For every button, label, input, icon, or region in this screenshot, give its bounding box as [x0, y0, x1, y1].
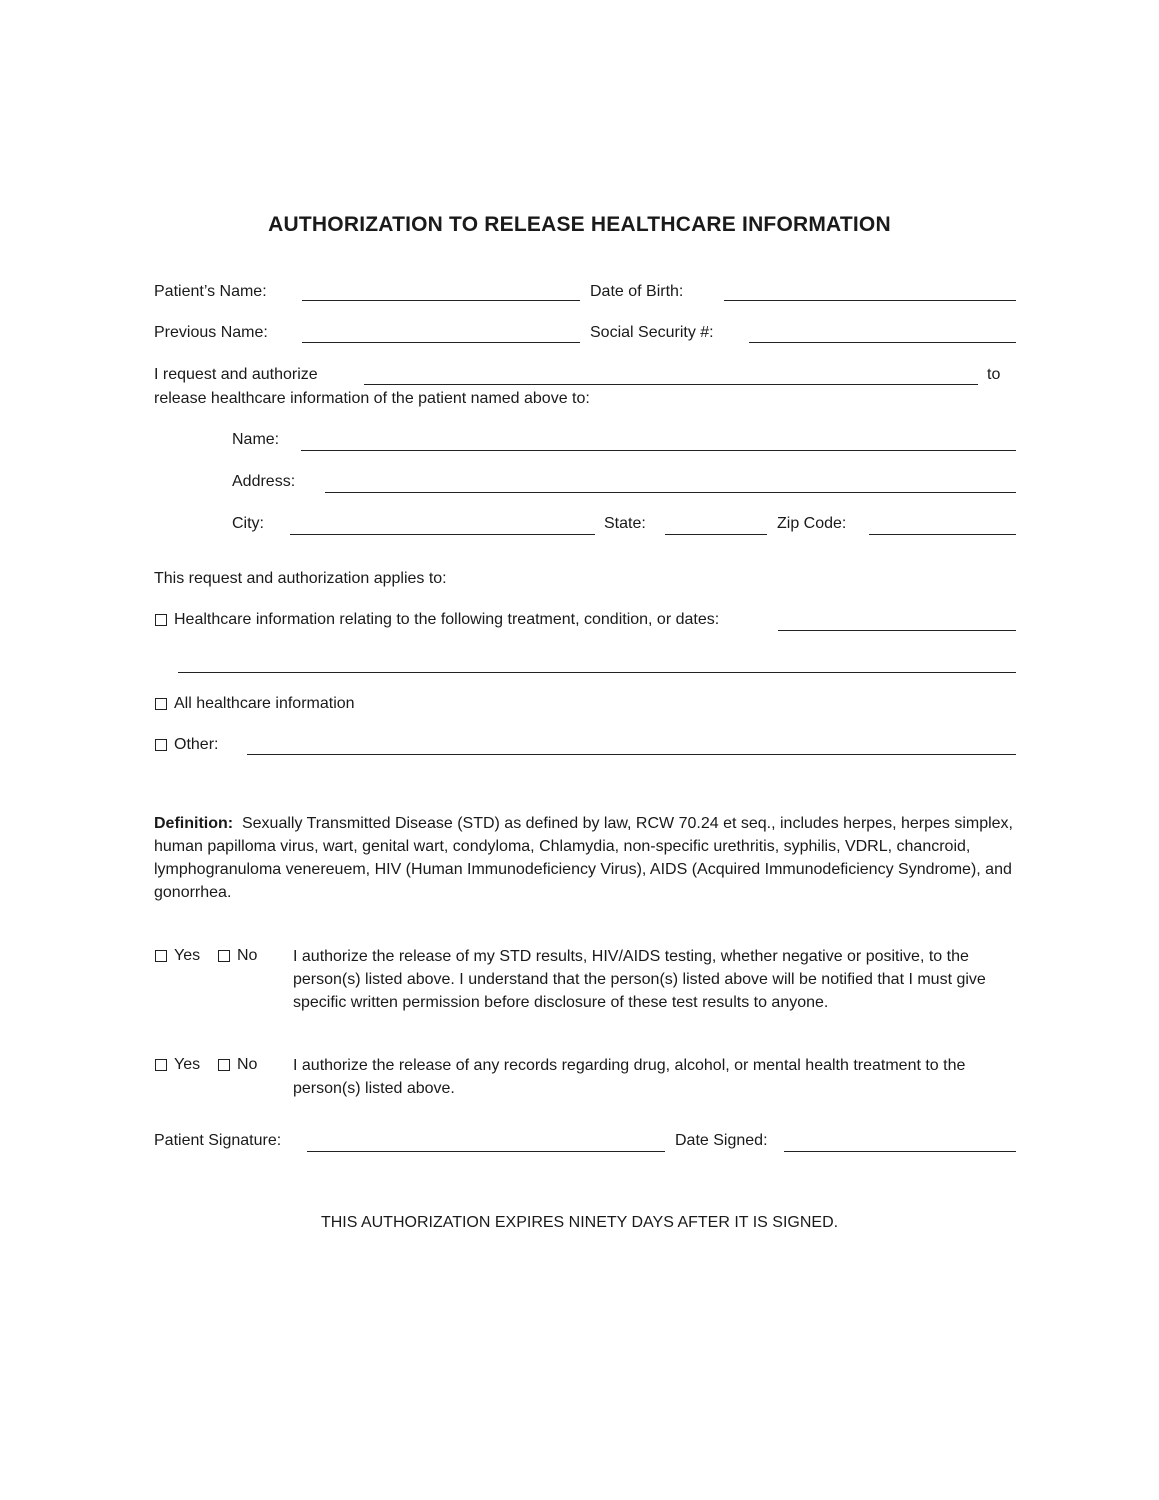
patient-name-field[interactable] [302, 300, 580, 301]
recipient-zip-field[interactable] [869, 534, 1016, 535]
other-label: Other: [174, 736, 219, 753]
signature-field[interactable] [307, 1151, 665, 1152]
records-consent-text: I authorize the release of any records regarding drug, alcohol, or mental health treatment to the person(s) listed above. [293, 1057, 966, 1097]
specific-info-checkbox[interactable] [155, 614, 167, 626]
definition-label: Definition: [154, 815, 234, 832]
all-info-checkbox[interactable] [155, 698, 167, 710]
definition-paragraph [154, 812, 1024, 904]
records-yes-label: Yes [174, 1056, 201, 1073]
request-suffix: to [987, 366, 1001, 383]
records-no-checkbox[interactable] [218, 1059, 230, 1071]
all-info-label: All healthcare information [174, 695, 355, 712]
previous-name-label: Previous Name: [154, 324, 268, 341]
request-prefix: I request and authorize [154, 366, 318, 383]
specific-info-field[interactable] [778, 630, 1016, 631]
std-no-label: No [237, 947, 258, 964]
records-yes-checkbox[interactable] [155, 1059, 167, 1071]
records-no-label: No [237, 1056, 258, 1073]
std-consent-text: I authorize the release of my STD results, HIV/AIDS testing, whether negative or positive, to the person(s) listed above. I understand that the person(s) listed above will be notified that I must give specific written permission before disclosure of these test results to anyone. [293, 948, 986, 1011]
recipient-name-field[interactable] [301, 450, 1016, 451]
other-field[interactable] [247, 754, 1016, 755]
ssn-label: Social Security #: [590, 324, 714, 341]
authorized-provider-field[interactable] [364, 384, 978, 385]
specific-info-field-line2[interactable] [178, 672, 1016, 673]
dob-field[interactable] [724, 300, 1016, 301]
recipient-city-label: City: [232, 515, 264, 532]
recipient-address-field[interactable] [325, 492, 1016, 493]
std-no-checkbox[interactable] [218, 950, 230, 962]
expiration-notice: THIS AUTHORIZATION EXPIRES NINETY DAYS AFTER IT IS SIGNED. [320, 1214, 839, 1231]
form-title: AUTHORIZATION TO RELEASE HEALTHCARE INFORMATION [268, 213, 891, 236]
specific-info-label: Healthcare information relating to the following treatment, condition, or dates: [174, 611, 720, 628]
date-signed-field[interactable] [784, 1151, 1016, 1152]
ssn-field[interactable] [749, 342, 1016, 343]
definition-text: Sexually Transmitted Disease (STD) as defined by law, RCW 70.24 et seq., includes herpes, herpes simplex, human papilloma virus, wart, genital wart, condyloma, Chlamydia, non-specific urethritis, syphilis, VDRL, chancroid, lymphogranuloma venereuem, HIV (Human Immunodeficiency Virus), AIDS (Acquired Immunodeficiency Syndrome), and gonorrhea. [154, 815, 1013, 901]
std-yes-label: Yes [174, 947, 201, 964]
std-yes-checkbox[interactable] [155, 950, 167, 962]
signature-label: Patient Signature: [154, 1132, 282, 1149]
dob-label: Date of Birth: [590, 283, 684, 300]
recipient-address-label: Address: [232, 473, 296, 490]
applies-heading: This request and authorization applies to: [154, 570, 447, 587]
recipient-state-field[interactable] [665, 534, 767, 535]
recipient-name-label: Name: [232, 431, 280, 448]
recipient-city-field[interactable] [290, 534, 595, 535]
request-line2: release healthcare information of the patient named above to: [154, 390, 590, 407]
recipient-state-label: State: [604, 515, 646, 532]
date-signed-label: Date Signed: [675, 1132, 768, 1149]
patient-name-label: Patient’s Name: [154, 283, 267, 300]
recipient-zip-label: Zip Code: [777, 515, 847, 532]
other-checkbox[interactable] [155, 739, 167, 751]
previous-name-field[interactable] [302, 342, 580, 343]
